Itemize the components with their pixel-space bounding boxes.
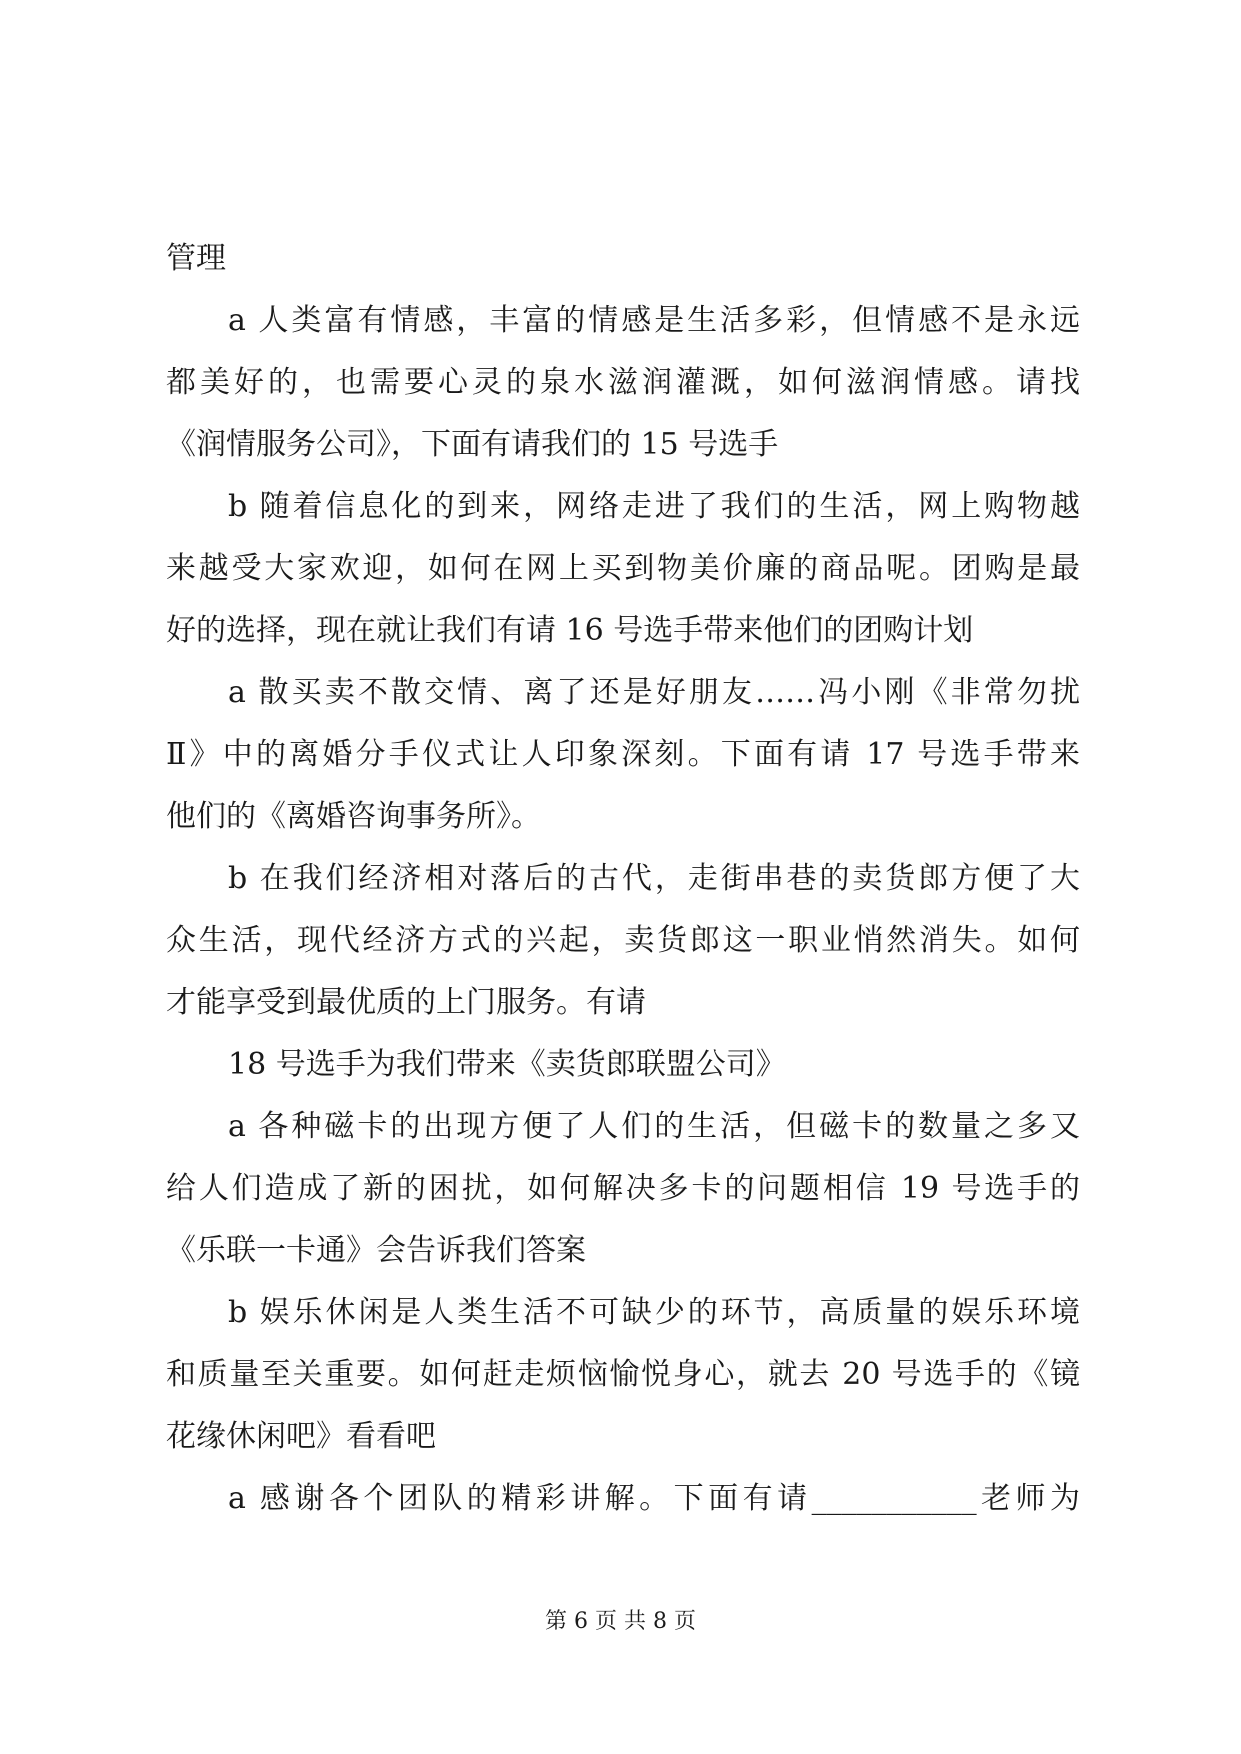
text-line: 他们的《离婚咨询事务所》。 xyxy=(166,799,541,834)
text-line: a 各种磁卡的出现方便了人们的生活，但磁卡的数量之多又 xyxy=(228,1109,1080,1144)
text-line: 来越受大家欢迎，如何在网上买到物美价廉的商品呢。团购是最 xyxy=(166,551,1080,586)
text-line: b 随着信息化的到来，网络走进了我们的生活，网上购物越 xyxy=(228,489,1080,524)
text-line: a 散买卖不散交情、离了还是好朋友……冯小刚《非常勿扰 xyxy=(228,675,1080,710)
text-line: a 感谢各个团队的精彩讲解。下面有请___________老师为 xyxy=(228,1481,1080,1516)
text-line: 众生活，现代经济方式的兴起，卖货郎这一职业悄然消失。如何 xyxy=(166,923,1080,958)
body-text xyxy=(166,228,1080,1530)
text-line: 给人们造成了新的困扰，如何解决多卡的问题相信 19 号选手的 xyxy=(166,1171,1080,1206)
text-line: 花缘休闲吧》看看吧 xyxy=(166,1419,436,1454)
text-line: 才能享受到最优质的上门服务。有请 xyxy=(166,985,646,1020)
text-line: Ⅱ》中的离婚分手仪式让人印象深刻。下面有请 17 号选手带来 xyxy=(166,737,1080,772)
text-line: 《润情服务公司》，下面有请我们的 15 号选手 xyxy=(166,427,779,462)
text-line: b 娱乐休闲是人类生活不可缺少的环节，高质量的娱乐环境 xyxy=(228,1295,1080,1330)
text-line: 好的选择，现在就让我们有请 16 号选手带来他们的团购计划 xyxy=(166,613,974,648)
text-line: a 人类富有情感，丰富的情感是生活多彩，但情感不是永远 xyxy=(228,303,1080,338)
text-line: b 在我们经济相对落后的古代，走街串巷的卖货郎方便了大 xyxy=(228,861,1080,896)
page-footer: 第 6 页 共 8 页 xyxy=(545,1609,696,1634)
text-line: 和质量至关重要。如何赶走烦恼愉悦身心，就去 20 号选手的《镜 xyxy=(166,1357,1080,1392)
text-line: 《乐联一卡通》会告诉我们答案 xyxy=(166,1233,586,1268)
text-line: 管理 xyxy=(166,241,226,276)
text-line: 都美好的，也需要心灵的泉水滋润灌溉，如何滋润情感。请找 xyxy=(166,365,1080,400)
text-line: 18 号选手为我们带来《卖货郎联盟公司》 xyxy=(228,1047,786,1082)
